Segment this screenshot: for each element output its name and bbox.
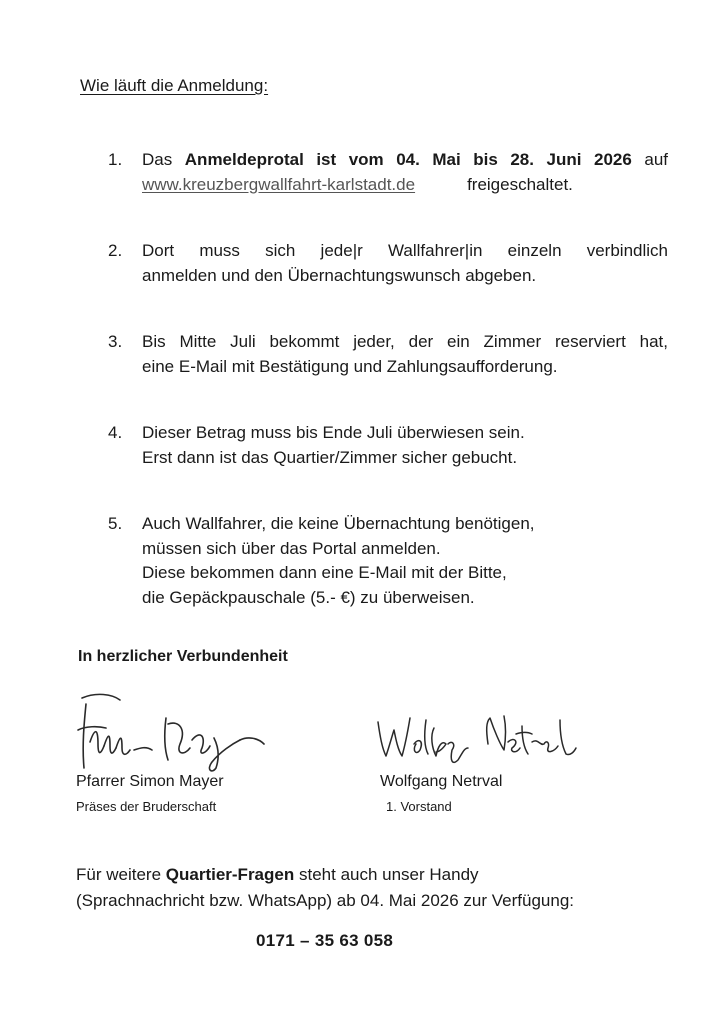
signature-simon-mayer [68,690,278,774]
step-text: Diese bekommen dann eine E-Mail mit der Bitte, [142,563,507,582]
step-text: freigeschaltet. [467,174,573,194]
step-text: die Gepäckpauschale (5.- €) zu überweisen. [142,587,475,607]
signer-role: Präses der Bruderschaft [76,799,217,814]
step-number: 2. [108,241,123,260]
step-text: Erst dann ist das Quartier/Zimmer sicher gebucht. [142,447,518,467]
registration-steps [108,148,668,610]
signer-name: Pfarrer Simon Mayer [76,773,224,790]
step-number: 4. [108,423,123,442]
step-text: anmelden und den Übernachtungswunsch abgeben. [142,265,537,285]
step-text: Auch Wallfahrer, die keine Übernachtung benötigen, [142,514,535,533]
step-number: 5. [108,514,123,533]
list-item [108,512,668,610]
list-item [108,330,668,379]
list-item [108,239,668,288]
signature-wolfgang-netrval [372,700,582,770]
step-number: 3. [108,332,123,351]
list-item [108,421,668,470]
phone-number: 0171 – 35 63 058 [256,931,394,950]
quartier-fragen: Quartier-Fragen [165,865,295,884]
signer-role: 1. Vorstand [386,799,452,814]
registration-period: Anmeldeprotal ist vom 04. Mai bis 28. Juni 2026 [184,150,632,169]
contact-note: Für weitere Quartier-Fragen steht auch unser Handy (Sprachnachricht bzw. WhatsApp) ab 04. Mai 2026 zur Verfügung: [76,865,574,910]
step-text: müssen sich über das Portal anmelden. [142,538,441,558]
signer-name: Wolfgang Netrval [380,773,503,790]
step-number: 1. [108,150,123,169]
step-text: Dieser Betrag muss bis Ende Juli überwiesen sein. [142,423,525,442]
closing-line: In herzlicher Verbundenheit [78,648,288,665]
page-heading: Wie läuft die Anmeldung: [80,76,269,95]
step-text: Dort muss sich jede|r Wallfahrer|in einzeln verbindlich [142,241,668,260]
portal-link[interactable]: www.kreuzbergwallfahrt-karlstadt.de [142,174,416,194]
step-text: eine E-Mail mit Bestätigung und Zahlungsaufforderung. [142,356,558,376]
step-text: Bis Mitte Juli bekommt jeder, der ein Zimmer reserviert hat, [142,332,668,351]
list-item [108,148,668,197]
step-text: Das Anmeldeprotal ist vom 04. Mai bis 28. Juni 2026 auf [142,150,668,169]
